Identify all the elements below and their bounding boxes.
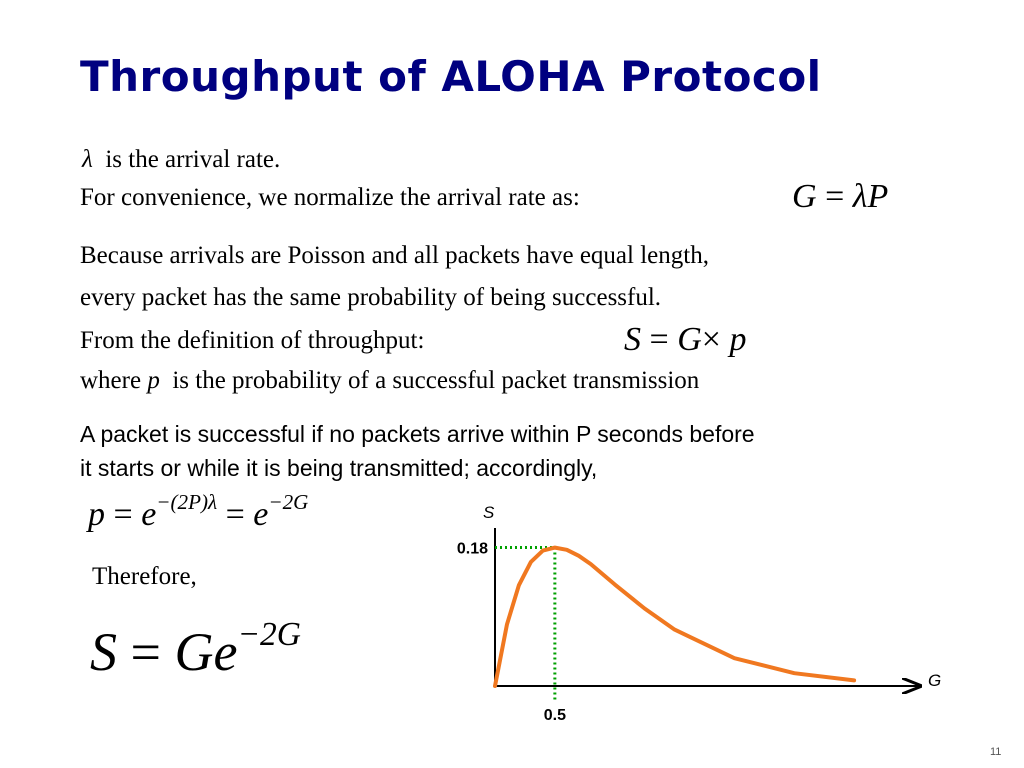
p-eq-equals-2: = bbox=[225, 496, 245, 533]
p-eq-equals-1: = bbox=[113, 496, 133, 533]
s-eq-times: × bbox=[701, 321, 721, 358]
p-eq-e-1: e bbox=[141, 496, 157, 533]
poisson-line-2: every packet has the same probability of being successful. bbox=[80, 284, 662, 311]
arrival-rate-text: is the arrival rate. bbox=[105, 146, 281, 173]
s-eq-g: G bbox=[677, 321, 702, 358]
success-line-1: A packet is successful if no packets arrive within P seconds before bbox=[80, 421, 755, 447]
s-eq-p: p bbox=[729, 321, 747, 358]
peak-x-tick-label: 0.5 bbox=[543, 707, 566, 724]
p-eq-exponent-2: −2G bbox=[268, 490, 309, 515]
normalize-text: For convenience, we normalize the arrival rate as: bbox=[80, 184, 580, 211]
where-suffix: is the probability of a successful packet transmission bbox=[172, 367, 700, 394]
x-axis-label: G bbox=[928, 671, 942, 690]
where-prefix: where bbox=[80, 367, 142, 394]
s-eq-lhs: S bbox=[624, 321, 641, 358]
p-eq-exponent-1: −(2P)λ bbox=[156, 490, 218, 515]
g-eq-equals: = bbox=[825, 178, 845, 215]
lambda-symbol: λ bbox=[82, 146, 93, 173]
final-eq-exponent: −2G bbox=[237, 615, 301, 653]
y-axis-label: S bbox=[483, 503, 495, 522]
p-eq-e-2: e bbox=[253, 496, 269, 533]
final-eq-lhs: S bbox=[90, 622, 117, 682]
therefore-text: Therefore, bbox=[92, 563, 197, 590]
success-line-2: it starts or while it is being transmitted; accordingly, bbox=[80, 455, 598, 481]
throughput-curve bbox=[495, 548, 854, 686]
page-number: 11 bbox=[990, 746, 1002, 758]
where-var: p bbox=[147, 367, 160, 394]
slide-title: Throughput of ALOHA Protocol bbox=[80, 52, 822, 101]
p-eq-lhs: p bbox=[88, 496, 105, 533]
peak-y-tick-label: 0.18 bbox=[456, 540, 488, 558]
s-eq-equals: = bbox=[649, 321, 669, 358]
final-eq-rhs: Ge bbox=[174, 622, 238, 682]
g-eq-lhs: G bbox=[792, 178, 817, 215]
poisson-line-1: Because arrivals are Poisson and all packets have equal length, bbox=[80, 242, 709, 269]
g-eq-rhs: λP bbox=[852, 178, 889, 215]
final-eq-equals: = bbox=[130, 622, 161, 682]
definition-text: From the definition of throughput: bbox=[80, 327, 425, 354]
